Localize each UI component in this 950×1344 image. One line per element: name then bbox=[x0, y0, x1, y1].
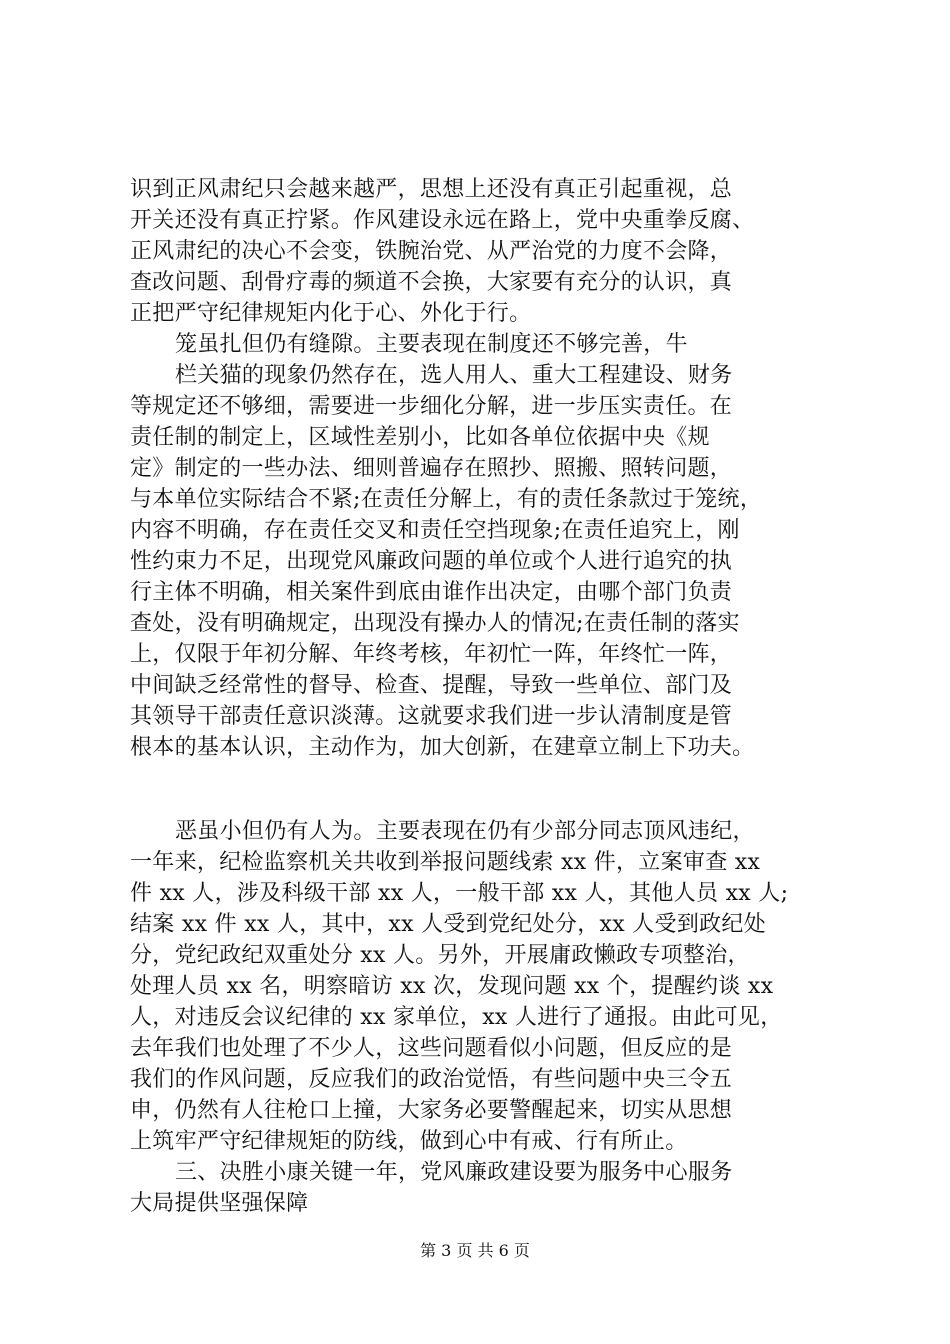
text-line: 其领导干部责任意识淡薄。这就要求我们进一步认清制度是管 bbox=[130, 704, 733, 729]
text-line: 去年我们也处理了不少人，这些问题看似小问题，但反应的是 bbox=[130, 1036, 733, 1061]
section-heading: 三、决胜小康关键一年，党风廉政建设要为服务中心服务 bbox=[175, 1160, 733, 1185]
text-line: 等规定还不够细，需要进一步细化分解，进一步压实责任。在 bbox=[130, 394, 733, 419]
text-line: 中间缺乏经常性的督导、检查、提醒，导致一些单位、部门及 bbox=[130, 673, 733, 698]
text-line: 上筑牢严守纪律规矩的防线，做到心中有戒、行有所止。 bbox=[130, 1129, 688, 1154]
text-line: 件 xx 人，涉及科级干部 xx 人，一般干部 xx 人，其他人员 xx 人; bbox=[130, 881, 789, 906]
text-line: 识到正风肃纪只会越来越严，思想上还没有真正引起重视，总 bbox=[130, 177, 733, 202]
text-line: 内容不明确，存在责任交叉和责任空挡现象;在责任追究上，刚 bbox=[130, 518, 740, 543]
section-heading-continued: 大局提供坚强保障 bbox=[130, 1191, 309, 1216]
page-number-footer: 第 3 页 共 6 页 bbox=[420, 1241, 530, 1260]
text-line: 查改问题、刮骨疗毒的频道不会换，大家要有充分的认识，真 bbox=[130, 270, 733, 295]
text-line: 一年来，纪检监察机关共收到举报问题线索 xx 件，立案审查 xx bbox=[130, 850, 761, 875]
text-line: 正风肃纪的决心不会变，铁腕治党、从严治党的力度不会降， bbox=[130, 239, 733, 264]
text-line: 上，仅限于年初分解、年终考核，年初忙一阵，年终忙一阵， bbox=[130, 642, 733, 667]
text-line: 分，党纪政纪双重处分 xx 人。另外，开展庸政懒政专项整治， bbox=[130, 943, 750, 968]
text-line: 定》制定的一些办法、细则普遍存在照抄、照搬、照转问题， bbox=[130, 456, 733, 481]
text-line: 开关还没有真正拧紧。作风建设永远在路上，党中央重拳反腐、 bbox=[130, 208, 755, 233]
text-line: 行主体不明确，相关案件到底由谁作出决定，由哪个部门负责 bbox=[130, 580, 733, 605]
text-line: 人，对违反会议纪律的 xx 家单位，xx 人进行了通报。由此可见， bbox=[130, 1005, 783, 1030]
text-line: 申，仍然有人往枪口上撞，大家务必要警醒起来，切实从思想 bbox=[130, 1098, 733, 1123]
text-line: 栏关猫的现象仍然存在，选人用人、重大工程建设、财务 bbox=[175, 363, 733, 388]
text-line: 根本的基本认识，主动作为，加大创新，在建章立制上下功夫。 bbox=[130, 735, 755, 760]
text-line: 结案 xx 件 xx 人，其中，xx 人受到党纪处分，xx 人受到政纪处 bbox=[130, 912, 767, 937]
text-line: 处理人员 xx 名，明察暗访 xx 次，发现问题 xx 个，提醒约谈 xx bbox=[130, 974, 774, 999]
text-line: 正把严守纪律规矩内化于心、外化于行。 bbox=[130, 301, 532, 326]
text-line: 与本单位实际结合不紧;在责任分解上，有的责任条款过于笼统， bbox=[130, 487, 763, 512]
text-line: 我们的作风问题，反应我们的政治觉悟，有些问题中央三令五 bbox=[130, 1067, 733, 1092]
text-line: 恶虽小但仍有人为。主要表现在仍有少部分同志顶风违纪， bbox=[175, 819, 755, 844]
text-line: 性约束力不足，出现党风廉政问题的单位或个人进行追究的执 bbox=[130, 549, 733, 574]
text-line: 责任制的制定上，区域性差别小，比如各单位依据中央《规 bbox=[130, 425, 710, 450]
text-line: 查处，没有明确规定，出现没有操办人的情况;在责任制的落实 bbox=[130, 611, 740, 636]
text-line: 笼虽扎但仍有缝隙。主要表现在制度还不够完善，牛 bbox=[175, 332, 688, 357]
